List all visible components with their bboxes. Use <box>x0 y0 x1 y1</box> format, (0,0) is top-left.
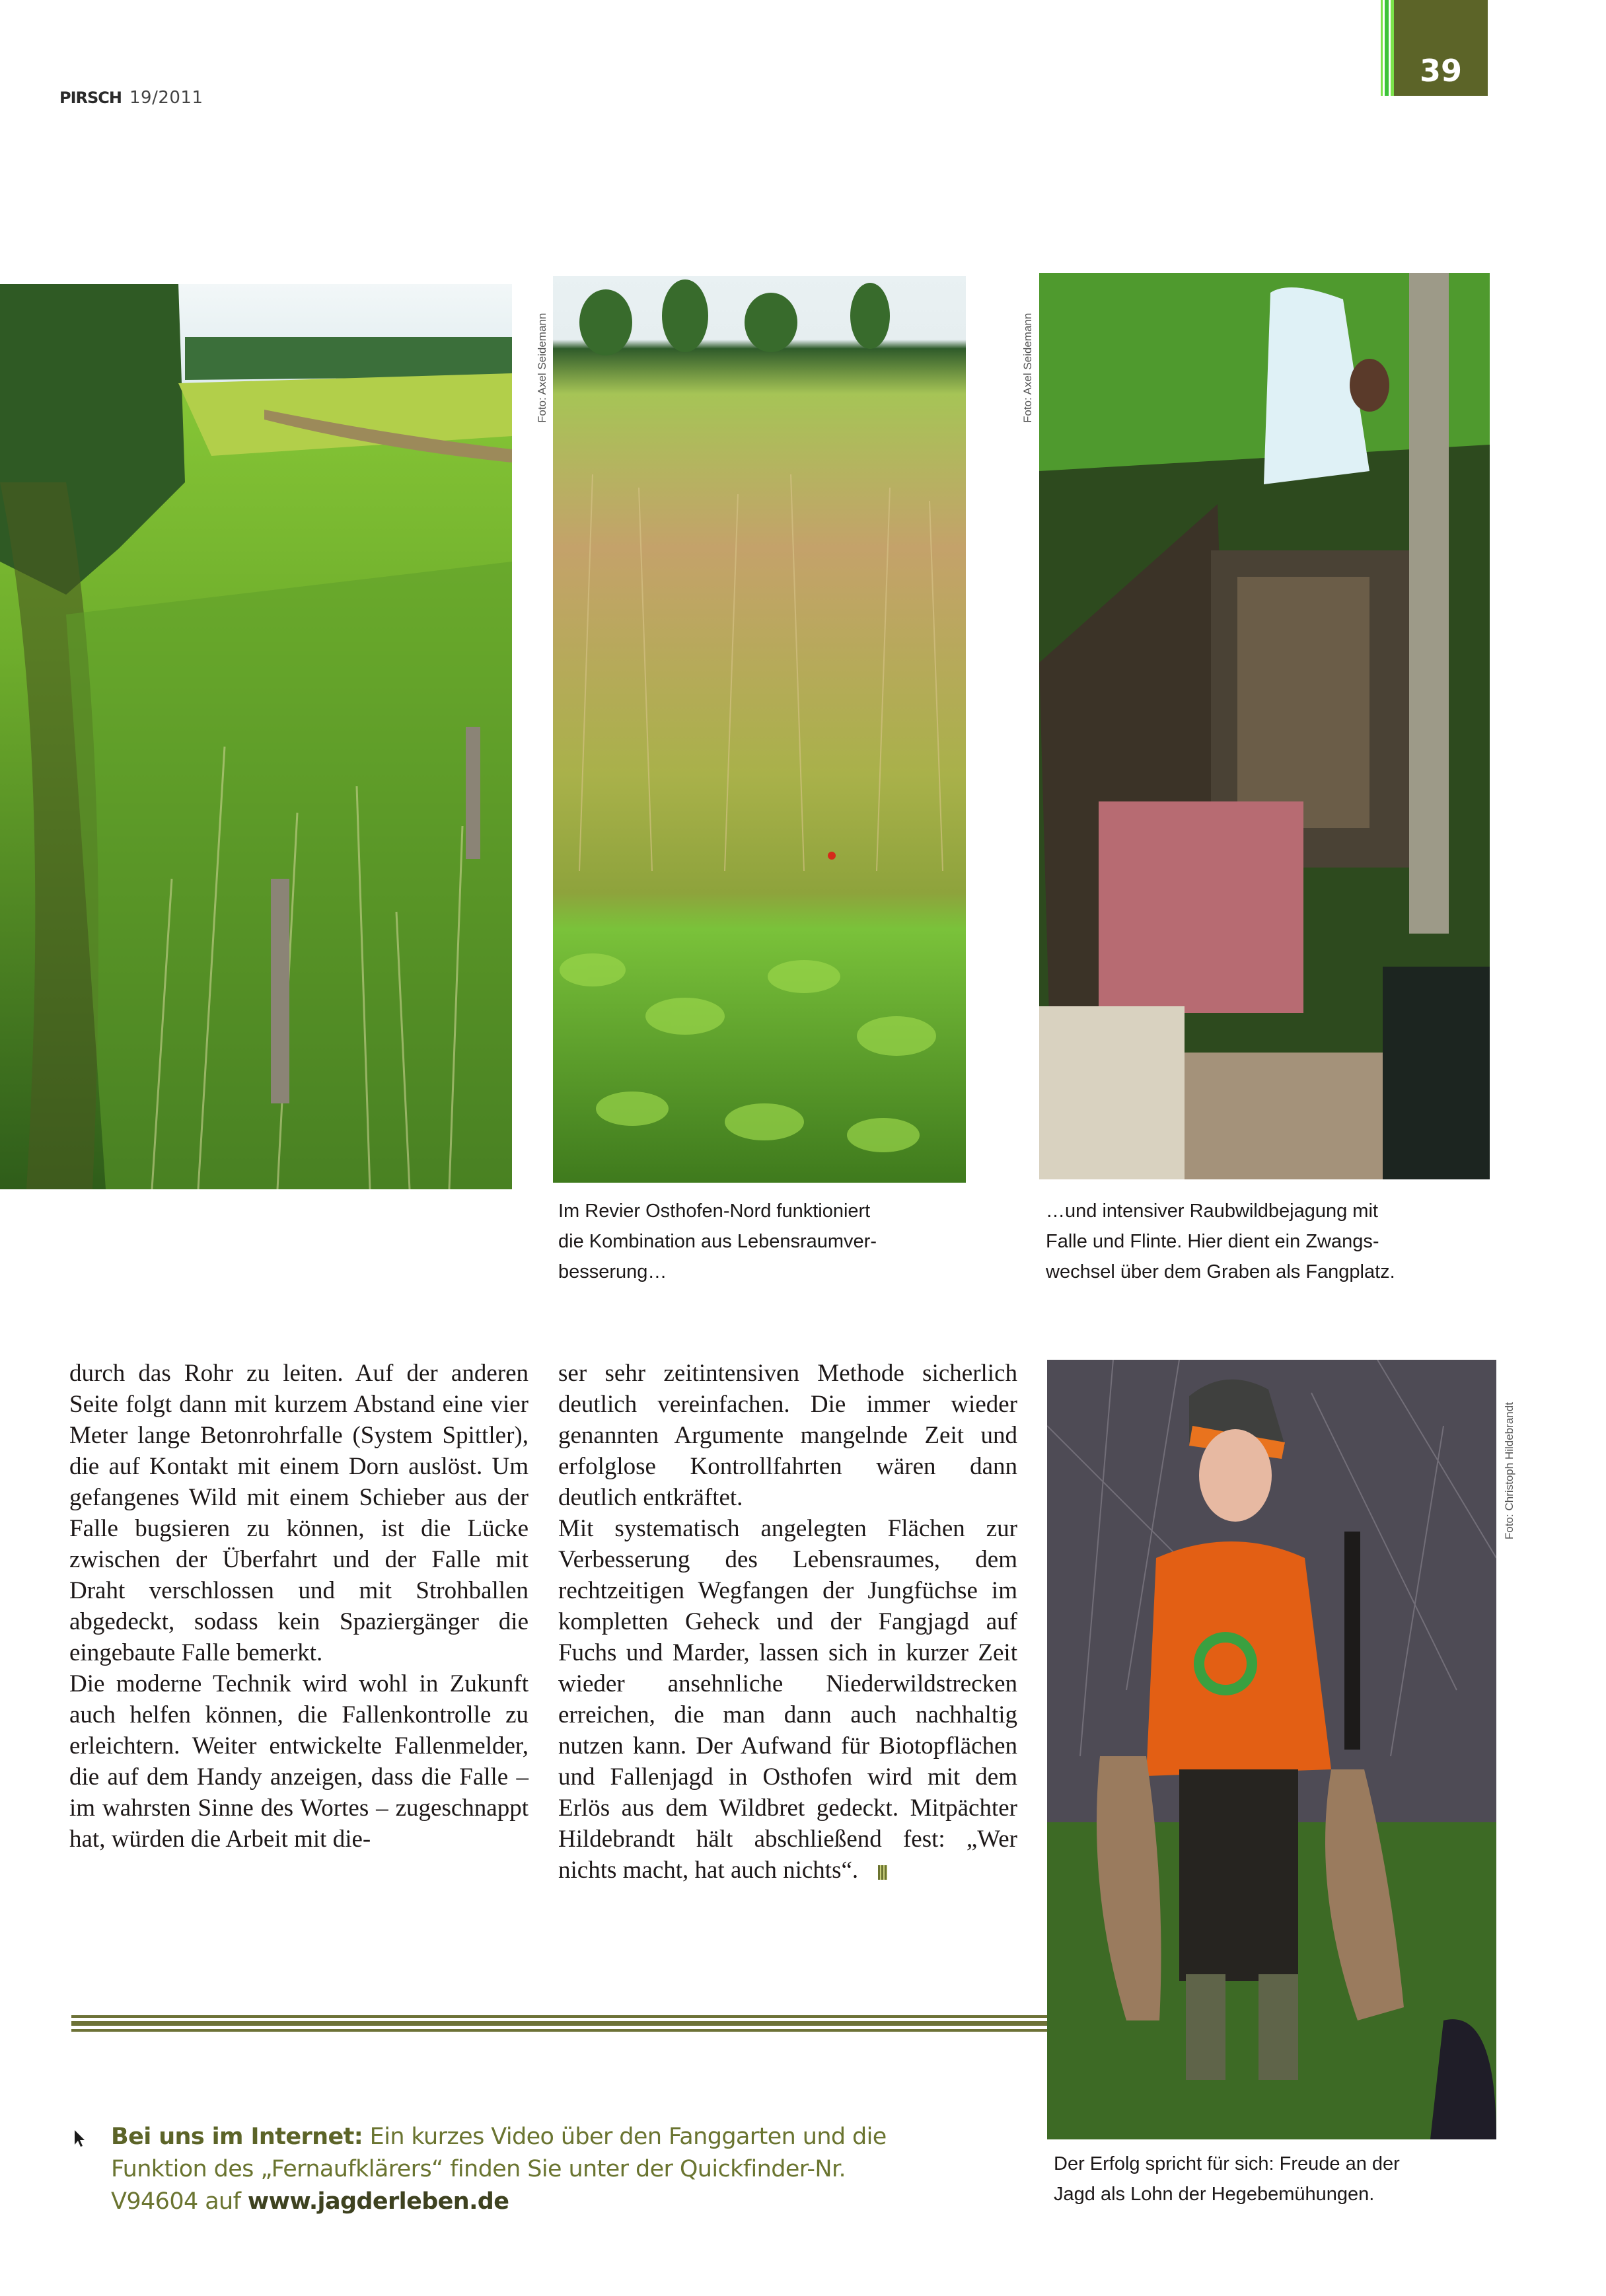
internet-box-text: Ein kurzes Video über den Fanggarten und die Funktion des „Fernaufklärers“ finden Sie unter der Quickfinder-Nr. V94604 auf <box>111 2124 887 2215</box>
caption-line: Jagd als Lohn der Hegebemühungen. <box>1054 2184 1375 2205</box>
photo-credit-4: Foto: Christoph Hildebrandt <box>1503 1402 1515 1539</box>
article-column-1 <box>69 1358 529 1855</box>
photo-credit-2: Foto: Axel Seidemann <box>536 313 548 423</box>
paragraph: Die moderne Technik wird wohl in Zukunft auch helfen können, die Fallenkontrolle zu erleichtern. Weiter entwickelte Fallenmelder, die auf dem Handy anzeigen, dass die Falle – im wahrsten Sinne des Wortes – zugeschnappt hat, würden die Arbeit mit die- <box>69 1670 529 1853</box>
photo-hunter-with-hares <box>1047 1360 1496 2139</box>
caption-line: …und intensiver Raubwildbejagung mit <box>1046 1201 1378 1222</box>
paragraph-text: Mit systematisch angelegten Flächen zur Verbesserung des Lebensraumes, dem rechtzeitigen Wegfangen der Jungfüchse im kompletten Geheck und der Fangjagd auf Fuchs und Marder, lassen sich in kurzer Zeit wieder ansehnliche Niederwildstrecken erreichen, die man dann auch nachhaltig nutzen kann. Der Aufwand für Biotopflächen und Fallenjagd in Osthofen wird mit dem Erlös aus dem Wildbret gedeckt. Mitpächter Hildebrandt hält abschließend fest: „Wer nichts macht, hat auch nichts“. <box>558 1515 1017 1884</box>
magazine-logo: PIRSCH <box>59 89 122 107</box>
issue-number: 19/2011 <box>129 88 203 108</box>
article-end-mark-icon <box>878 1865 887 1880</box>
caption-line: besserung… <box>558 1261 667 1282</box>
caption-photo-2 <box>558 1196 981 1287</box>
cursor-arrow-icon <box>73 2129 85 2147</box>
article-column-2 <box>558 1358 1017 1886</box>
photo-trap-box <box>1039 273 1490 1179</box>
divider-line <box>71 2015 1047 2018</box>
photo-ditch-meadow <box>0 284 512 1189</box>
caption-line: Falle und Flinte. Hier dient ein Zwangs- <box>1046 1231 1379 1252</box>
caption-line: wechsel über dem Graben als Fangplatz. <box>1046 1261 1395 1282</box>
section-divider <box>71 2015 1047 2032</box>
tab-stripes <box>1381 0 1394 96</box>
page-number: 39 <box>1419 53 1462 89</box>
masthead <box>59 88 203 108</box>
divider-line <box>71 2029 1047 2032</box>
photo-credit-3: Foto: Axel Seidemann <box>1021 313 1034 423</box>
caption-line: Im Revier Osthofen-Nord funktioniert <box>558 1201 871 1222</box>
paragraph: ser sehr zeitintensiven Methode sicherlich deutlich vereinfachen. Die immer wieder genannten Argumente mangelnde Zeit und erfolglose Kontrollfahrten wären dann deutlich entkräftet. <box>558 1360 1017 1511</box>
caption-photo-3 <box>1046 1196 1508 1287</box>
paragraph: durch das Rohr zu leiten. Auf der anderen Seite folgt dann mit kurzem Abstand eine vier Meter lange Betonrohrfalle (System Spittler), die auf Kontakt mit einem Dorn auslöst. Um gefangenes Wild mit einem Schieber aus der Falle bugsieren zu können, ist die Lücke zwischen der Überfahrt und der Falle mit Draht verschlossen und mit Strohballen abgedeckt, sodass kein Spaziergänger die eingebaute Falle bemerkt. <box>69 1360 529 1666</box>
caption-line: die Kombination aus Lebensraumver- <box>558 1231 877 1252</box>
internet-box <box>111 2121 891 2218</box>
caption-line: Der Erfolg spricht für sich: Freude an der <box>1054 2153 1400 2174</box>
divider-line <box>71 2021 1047 2026</box>
caption-photo-4 <box>1054 2149 1516 2209</box>
paragraph <box>558 1513 1017 1886</box>
photo-biotope-field <box>553 276 966 1183</box>
internet-box-label: Bei uns im Internet: <box>111 2124 363 2150</box>
website-link[interactable]: www.jagderleben.de <box>247 2188 509 2215</box>
page-number-tab <box>1381 0 1488 96</box>
